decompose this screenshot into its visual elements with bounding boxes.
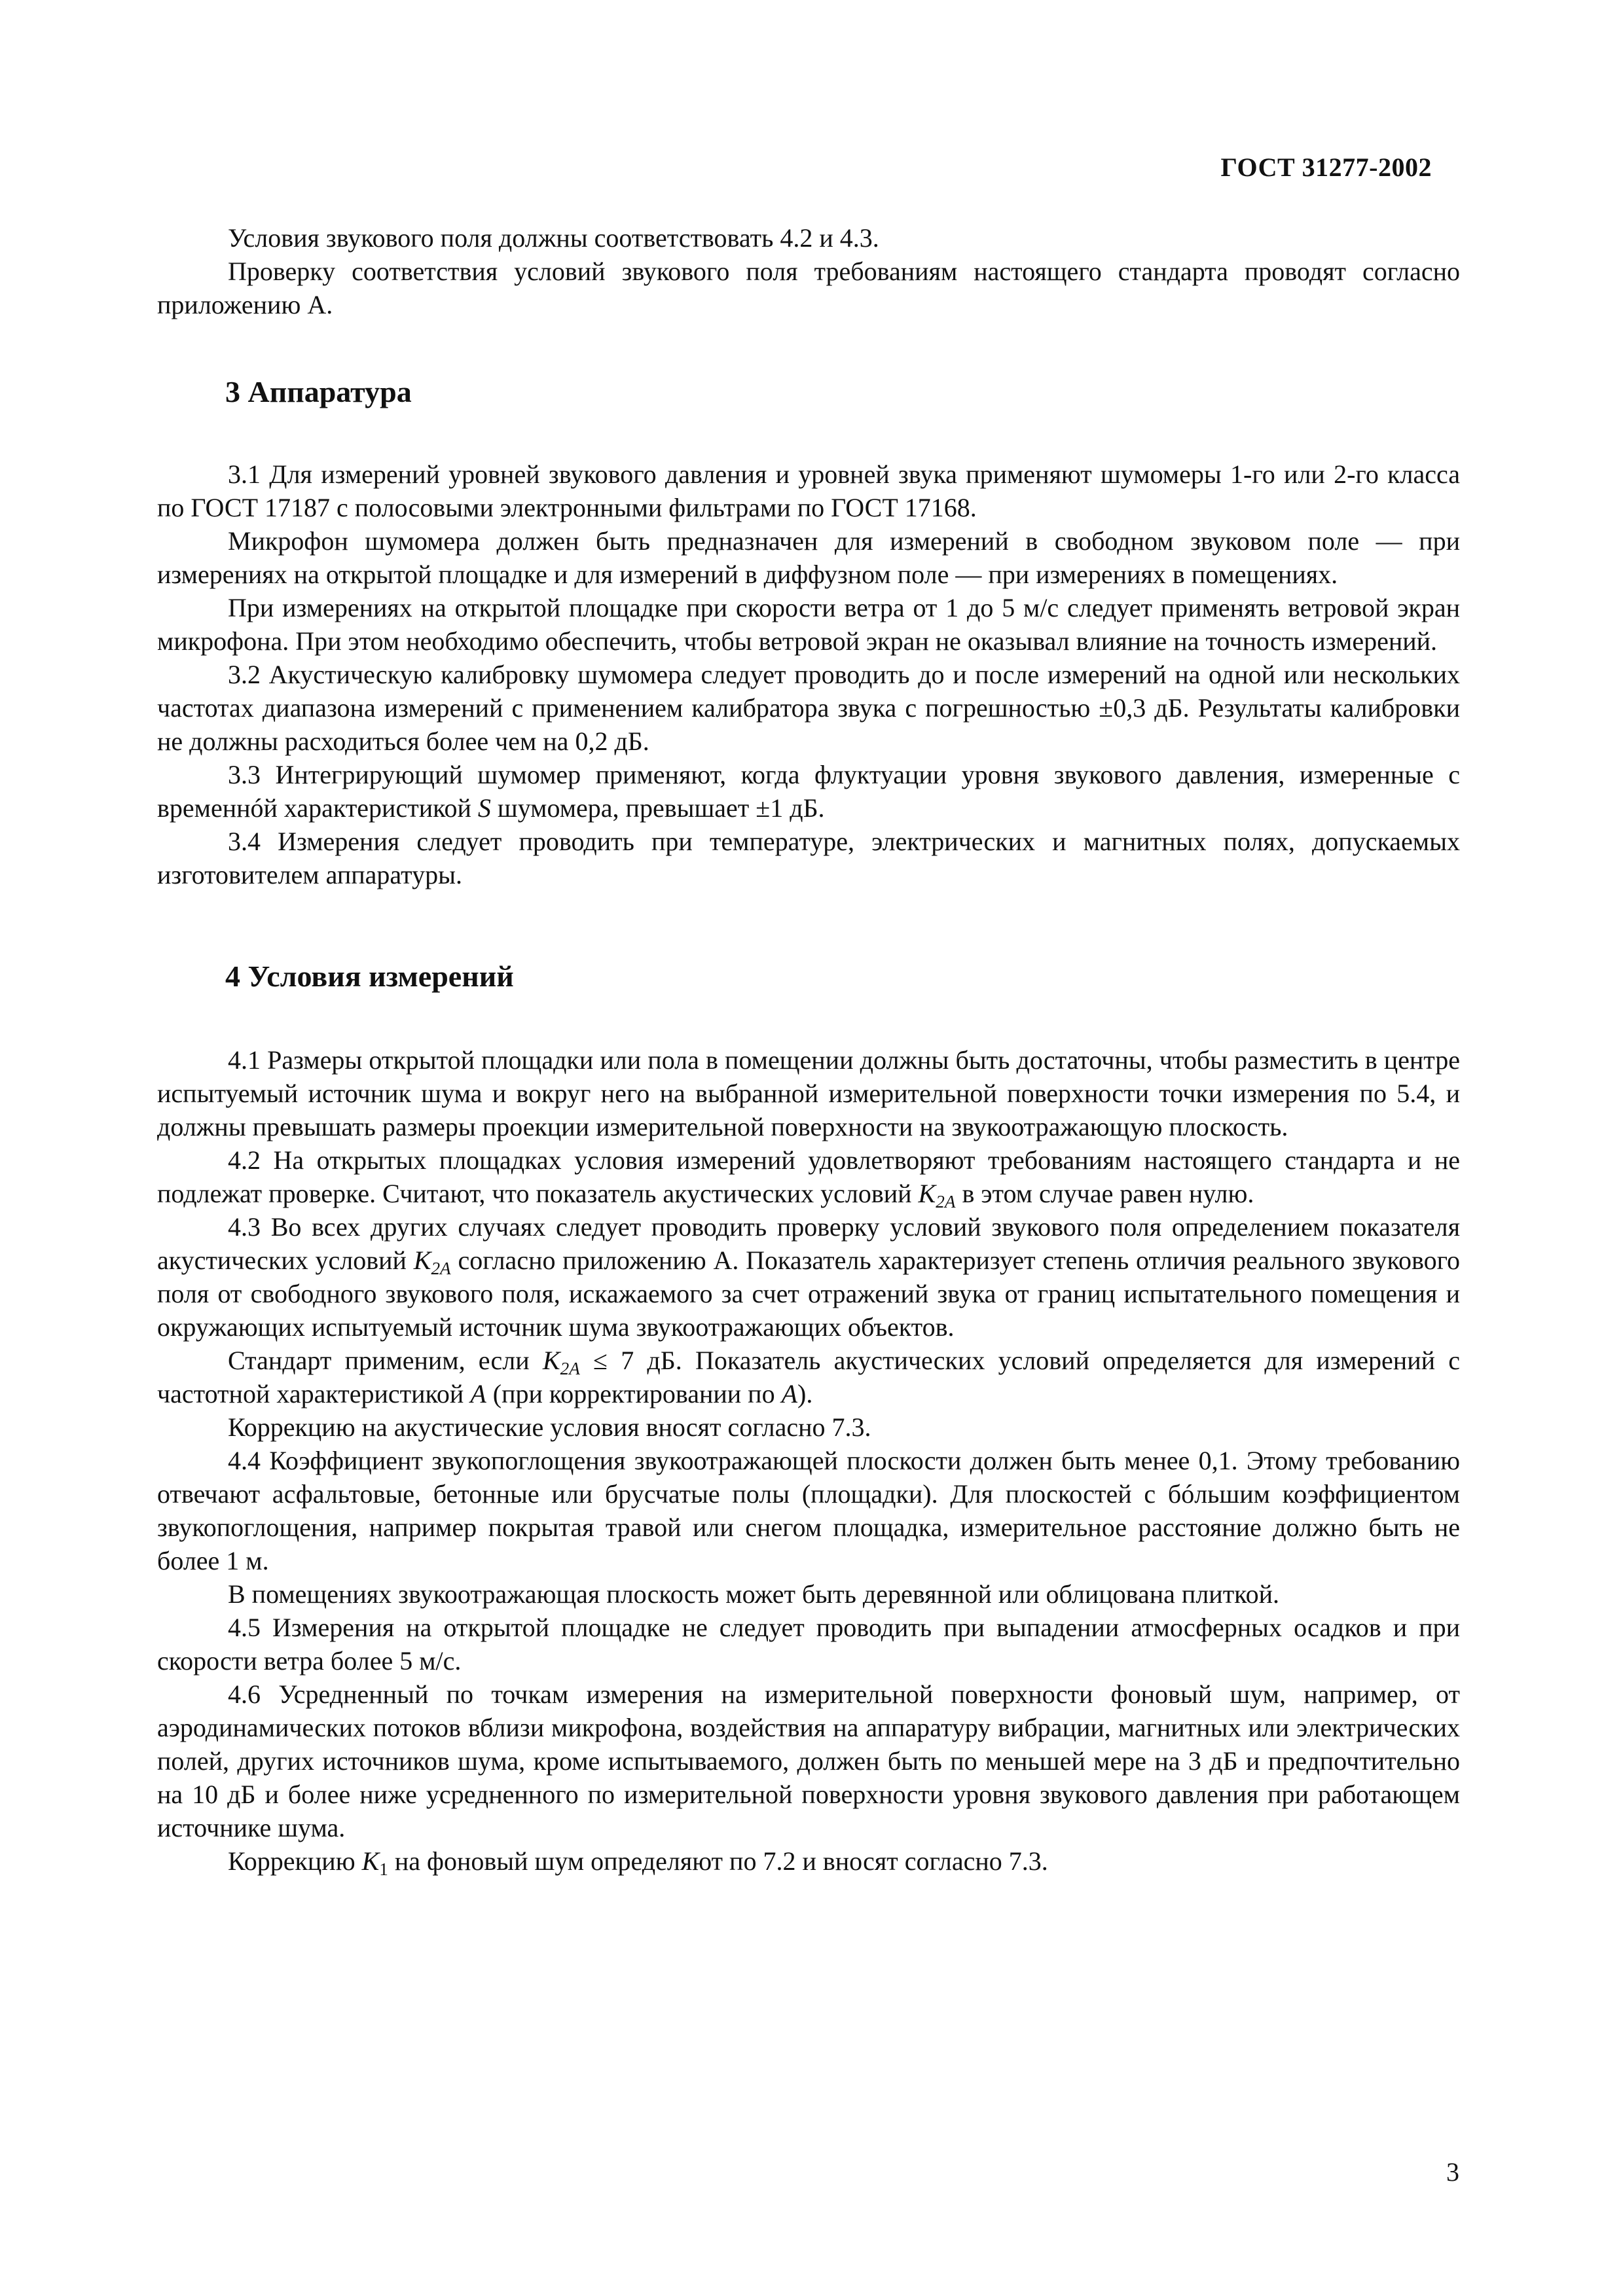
clause-4-6: 4.6 Усредненный по точкам измерения на измерительной поверхности фоновый шум, например, от аэродинамических потоков вблизи микрофона, воздействия на аппаратуру вибрации, магнитных или электрических полей, других источников шума, кроме испытываемого, должен быть по меньшей мере на 3 дБ и предпочтительно на 10 дБ и более ниже усредненного по измерительной поверхности уровня звукового давления при работающем источнике шума. [157, 1679, 1460, 1842]
paragraph-background-correction: Коррекцию $K_1$ на фоновый шум определяют по 7.2 и вносят согласно 7.3. [228, 1846, 1048, 1880]
symbol-k2a: K [413, 1246, 431, 1275]
document-code-header: ГОСТ 31277-2002 [1220, 152, 1432, 182]
clause-4-4: 4.4 Коэффициент звукопоглощения звукоотражающей плоскости должен быть менее 0,1. Этому требованию отвечают асфальтовые, бетонные или брусчатые полы (площадки). Для плоскостей с бóльшим коэффициентом звукопоглощения, например покрытая травой или снегом площадка, измерительное расстояние должно быть не более 1 м. [157, 1446, 1460, 1575]
symbol-a: A [781, 1379, 798, 1408]
clause-4-5: 4.5 Измерения на открытой площадке не следует проводить при выпадении атмосферных осадков и при скорости ветра более 5 м/с. [157, 1613, 1460, 1676]
clause-3-2: 3.2 Акустическую калибровку шумомера следует проводить до и после измерений на одной или нескольких частотах диапазона измерений с применением калибратора звука с погрешностью ±0,3 дБ. Результаты калибровки не должны расходиться более чем на 0,2 дБ. [157, 660, 1460, 756]
intro-paragraph-2: Проверку соответствия условий звукового поля требованиям настоящего стандарта проводят согласно приложению А. [157, 257, 1460, 319]
clause-3-4: 3.4 Измерения следует проводить при температуре, электрических и магнитных полях, допускаемых изготовителем аппаратуры. [157, 827, 1460, 889]
symbol-k2a: K [918, 1179, 936, 1208]
clause-3-1: 3.1 Для измерений уровней звукового давления и уровней звука применяют шумомеры 1-го или 2-го класса по ГОСТ 17187 с полосовыми электронными фильтрами по ГОСТ 17168. [157, 459, 1460, 522]
paragraph-wind-screen: При измерениях на открытой площадке при скорости ветра от 1 до 5 м/с следует применять ветровой экран микрофона. При этом необходимо обеспечить, чтобы ветровой экран не оказывал влияние на точность измерений. [157, 593, 1460, 656]
clause-4-2: 4.2 На открытых площадках условия измерений удовлетворяют требованиям настоящего стандарта и не подлежат проверке. Считают, что показатель акустических условий $K_{2A}$ в этом случае равен нулю. [157, 1145, 1460, 1212]
symbol-k1: K [361, 1846, 380, 1876]
symbol-s: S [477, 793, 491, 823]
clause-4-1: 4.1 Размеры открытой площадки или пола в помещении должны быть достаточны, чтобы разместить в центре испытуемый источник шума и вокруг него на выбранной измерительной поверхности точки измерения по 5.4, и должны превышать размеры проекции измерительной поверхности на звукоотражающую плоскость. [157, 1045, 1460, 1141]
document-body [157, 221, 1460, 1878]
section-4-heading: 4 Условия измерений [225, 960, 514, 993]
intro-paragraph-1: Условия звукового поля должны соответствовать 4.2 и 4.3. [228, 223, 879, 253]
paragraph-indoor-plane: В помещениях звукоотражающая плоскость может быть деревянной или облицована плиткой. [228, 1579, 1279, 1609]
paragraph-applicability: Стандарт применим, если $K_{2A} \le 7$ дБ. Показатель акустических условий определяется для измерений с частотной характеристикой A (при корректировании по A). [157, 1346, 1461, 1408]
paragraph-microphone: Микрофон шумомера должен быть предназначен для измерений в свободном звуковом поле — при измерениях на открытой площадке и для измерений в диффузном поле — при измерениях в помещениях. [157, 526, 1460, 589]
clause-3-3: 3.3 Интегрирующий шумомер применяют, когда флуктуации уровня звукового давления, измеренные с временнóй характеристикой S шумомера, превышает ±1 дБ. [157, 760, 1460, 823]
page-number: 3 [1446, 2157, 1459, 2187]
section-3-heading: 3 Аппаратура [225, 375, 412, 408]
symbol-a: A [470, 1379, 486, 1408]
paragraph-correction: Коррекцию на акустические условия вносят согласно 7.3. [228, 1412, 871, 1442]
symbol-k2a: K [542, 1346, 560, 1375]
clause-4-3: 4.3 Во всех других случаях следует проводить проверку условий звукового поля определением показателя акустических условий $K_{2A}$ согласно приложению А. Показатель характеризует степень отличия реального звукового поля от свободного звукового поля, искажаемого за счет отражений звука от границ испытательного помещения и окружающих испытуемый источник шума звукоотражающих объектов. [157, 1212, 1460, 1342]
